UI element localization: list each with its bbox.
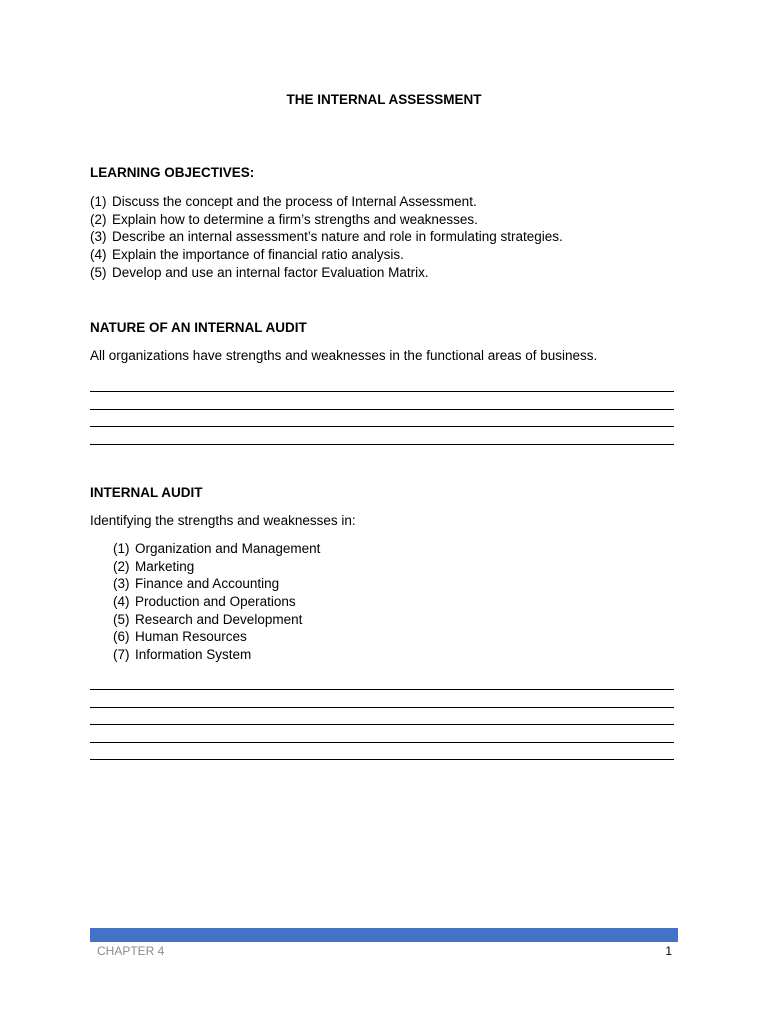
list-item-text: Explain the importance of financial ratio analysis.: [112, 247, 404, 263]
answer-line: [90, 690, 674, 707]
list-item: [113, 628, 320, 646]
list-item-number: (2): [90, 211, 107, 227]
answer-line: [90, 743, 674, 760]
footer-chapter: CHAPTER 4: [97, 944, 165, 958]
footer-bar: [90, 928, 678, 942]
answer-line: [90, 708, 674, 725]
list-item-number: (6): [113, 629, 130, 645]
list-item: [113, 646, 320, 664]
list-item-number: (2): [113, 558, 130, 574]
learning-objectives-heading: LEARNING OBJECTIVES:: [90, 165, 255, 180]
list-item-number: (4): [113, 594, 130, 610]
list-item-text: Describe an internal assessment’s nature and role in formulating strategies.: [112, 229, 563, 245]
list-item-text: Human Resources: [135, 629, 247, 645]
list-item-number: (4): [90, 247, 107, 263]
list-item: [90, 193, 563, 211]
list-item-text: Develop and use an internal factor Evaluation Matrix.: [112, 264, 429, 280]
list-item-number: (1): [90, 194, 107, 209]
list-item: [113, 593, 320, 611]
answer-lines-nature: [90, 375, 674, 445]
list-item: [113, 575, 320, 593]
list-item: [90, 264, 563, 282]
answer-lines-audit: [90, 673, 674, 760]
nature-paragraph: All organizations have strengths and weaknesses in the functional areas of business.: [90, 348, 598, 363]
list-item-number: (5): [113, 611, 130, 627]
list-item: [113, 540, 320, 558]
functional-areas-list: [113, 540, 320, 664]
nature-heading: NATURE OF AN INTERNAL AUDIT: [90, 320, 307, 335]
answer-line: [90, 673, 674, 690]
list-item-text: Information System: [135, 647, 252, 663]
internal-audit-heading: INTERNAL AUDIT: [90, 485, 203, 500]
list-item-number: (5): [90, 264, 107, 280]
document-title: THE INTERNAL ASSESSMENT: [286, 92, 482, 107]
internal-audit-intro: Identifying the strengths and weaknesses in:: [90, 513, 356, 528]
list-item-text: Explain how to determine a firm’s strengths and weaknesses.: [112, 211, 478, 227]
list-item-text: Marketing: [135, 558, 195, 574]
list-item: [90, 228, 563, 246]
learning-objectives-list: [90, 193, 563, 281]
list-item-text: Production and Operations: [135, 594, 296, 610]
list-item: [113, 611, 320, 629]
list-item: [90, 211, 563, 229]
list-item-text: Research and Development: [135, 611, 303, 627]
list-item: [90, 246, 563, 264]
list-item-number: (3): [90, 229, 107, 245]
list-item-text: Finance and Accounting: [135, 576, 280, 592]
list-item-number: (7): [113, 647, 130, 663]
answer-line: [90, 725, 674, 742]
footer-page-number: 1: [665, 944, 672, 958]
list-item-number: (1): [113, 541, 130, 556]
answer-line: [90, 427, 674, 444]
answer-line: [90, 392, 674, 409]
answer-line: [90, 375, 674, 392]
answer-line: [90, 410, 674, 427]
list-item-text: Organization and Management: [135, 541, 321, 556]
list-item: [113, 558, 320, 576]
list-item-number: (3): [113, 576, 130, 592]
list-item-text: Discuss the concept and the process of Internal Assessment.: [112, 194, 477, 209]
